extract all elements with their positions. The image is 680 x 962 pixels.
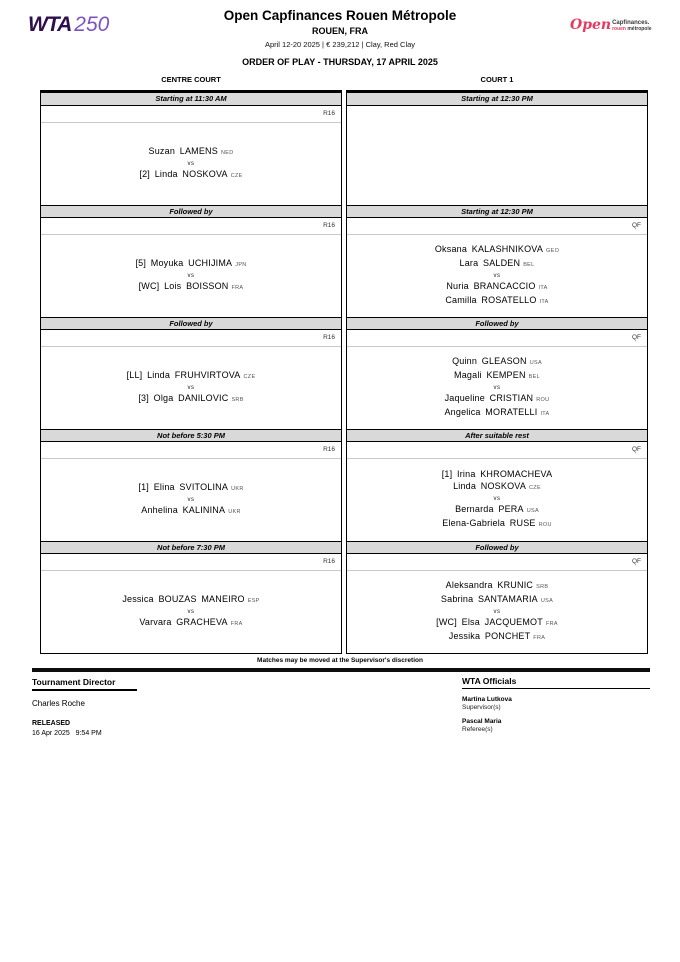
official-item — [462, 696, 650, 711]
player-name: Elena-Gabriela RUSE ROU — [442, 517, 552, 528]
match-block — [347, 317, 647, 429]
player-country-code: SRB — [231, 397, 244, 403]
match-block — [41, 205, 341, 317]
round-label: R16 — [41, 218, 341, 235]
player-country-code: NED — [220, 149, 234, 156]
official-item — [462, 718, 650, 733]
player-country-code: ITA — [539, 298, 549, 305]
vs-label: vs — [187, 497, 195, 503]
player-country-code: USA — [526, 508, 539, 514]
player-name: [1] Elina SVITOLINA UKR — [138, 481, 244, 492]
official-role: Referee(s) — [462, 726, 493, 733]
player-country-code: USA — [540, 597, 554, 604]
player-country-code: BEL — [523, 261, 535, 268]
match-block — [347, 93, 647, 205]
vs-label: vs — [493, 385, 501, 391]
match-body — [41, 554, 341, 653]
player-name: Oksana KALASHNIKOVA GEO — [434, 244, 560, 254]
player-country-code: UKR — [231, 485, 244, 492]
released-datetime: 16 Apr 2025 9:54 PM — [32, 730, 102, 737]
match-players — [41, 571, 341, 653]
match-body — [347, 106, 647, 205]
wta-officials-label: WTA Officials — [462, 672, 650, 689]
round-label: QF — [347, 218, 647, 235]
court-schedule-table — [346, 90, 648, 654]
player-name: [WC] Elsa JACQUEMOT FRA — [436, 617, 558, 627]
player-name: Varvara GRACHEVA FRA — [139, 617, 243, 627]
player-country-code: FRA — [230, 621, 243, 627]
player-name: Sabrina SANTAMARIA USA — [440, 593, 554, 604]
match-block — [347, 429, 647, 541]
player-country-code: GEO — [546, 248, 560, 254]
tournament-director-section — [32, 672, 332, 737]
player-name: Quinn GLEASON USA — [452, 356, 542, 366]
wta-officials-section — [462, 672, 650, 737]
sponsor-capfinances-text: Capfinances. — [612, 20, 650, 26]
court-name: CENTRE COURT — [161, 75, 221, 84]
player-name: [LL] Linda FRUHVIRTOVA CZE — [126, 369, 256, 380]
match-time-header: Starting at 11:30 AM — [41, 93, 341, 106]
match-body — [41, 442, 341, 541]
tournament-title: Open Capfinances Rouen Métropole — [223, 8, 457, 23]
match-players — [347, 347, 647, 429]
match-body — [41, 106, 341, 205]
tournament-details: April 12-20 2025 | € 239,212 | Clay, Red Clay — [264, 40, 416, 49]
supervisor-note: Matches may be moved at the Supervisor's discretion — [257, 657, 423, 664]
match-body — [347, 218, 647, 317]
match-players — [347, 235, 647, 317]
match-time-header: Followed by — [347, 541, 647, 554]
footer — [32, 672, 650, 737]
player-country-code: ROU — [538, 521, 552, 528]
tournament-director-name: Charles Roche — [32, 699, 85, 708]
tournament-director-label: Tournament Director — [32, 673, 137, 691]
round-label: QF — [347, 554, 647, 571]
player-name: Camilla ROSATELLO ITA — [445, 294, 549, 305]
match-players — [41, 347, 341, 429]
vs-label: vs — [187, 161, 195, 167]
player-country-code: FRA — [533, 634, 546, 641]
court-column — [346, 75, 648, 654]
match-body — [347, 554, 647, 653]
player-name: Anhelina KALININA UKR — [141, 505, 241, 515]
player-country-code: USA — [529, 360, 542, 366]
vs-label: vs — [493, 273, 501, 279]
player-country-code: FRA — [231, 285, 244, 291]
player-name: Jessica BOUZAS MANEIRO ESP — [122, 593, 260, 604]
player-country-code: ITA — [538, 285, 548, 291]
match-block — [347, 205, 647, 317]
match-players — [41, 123, 341, 205]
tournament-title-block — [140, 8, 540, 49]
vs-label: vs — [187, 385, 195, 391]
match-block — [41, 317, 341, 429]
official-name: Pascal Maria — [462, 718, 502, 725]
officials-list — [462, 696, 650, 733]
player-country-code: BEL — [528, 373, 540, 380]
match-block — [41, 93, 341, 205]
match-time-header: Starting at 12:30 PM — [347, 93, 647, 106]
round-label: R16 — [41, 554, 341, 571]
official-name: Martina Lutkova — [462, 696, 512, 703]
wta-logo-tier: 250 — [74, 13, 110, 36]
player-country-code: SRB — [536, 584, 549, 590]
match-body — [41, 218, 341, 317]
player-country-code: ESP — [247, 597, 260, 604]
sponsor-metropole-text: métropole — [627, 26, 652, 32]
round-label: QF — [347, 442, 647, 459]
match-time-header: Starting at 12:30 PM — [347, 205, 647, 218]
match-time-header: After suitable rest — [347, 429, 647, 442]
match-body — [41, 330, 341, 429]
match-time-header: Followed by — [347, 317, 647, 330]
player-name: [5] Moyuka UCHIJIMA JPN — [135, 257, 247, 268]
match-block — [347, 541, 647, 653]
match-block — [41, 429, 341, 541]
tournament-location: ROUEN, FRA — [312, 26, 368, 36]
player-name: [WC] Lois BOISSON FRA — [138, 281, 244, 291]
player-country-code: CZE — [529, 484, 541, 491]
court-schedule-table — [40, 90, 342, 654]
player-country-code: ROU — [536, 397, 550, 403]
player-name: Suzan LAMENS NED — [148, 145, 234, 156]
player-name: Magali KEMPEN BEL — [454, 369, 540, 380]
player-country-code: FRA — [545, 621, 558, 627]
vs-label: vs — [187, 609, 195, 615]
court-name: COURT 1 — [480, 75, 514, 84]
match-time-header: Not before 5:30 PM — [41, 429, 341, 442]
match-body — [347, 330, 647, 429]
player-name: Angelica MORATELLI ITA — [444, 406, 550, 417]
match-time-header: Not before 7:30 PM — [41, 541, 341, 554]
official-role: Supervisor(s) — [462, 704, 501, 711]
player-country-code: CZE — [230, 173, 243, 179]
vs-label: vs — [493, 496, 501, 502]
order-of-play-title: ORDER OF PLAY - THURSDAY, 17 APRIL 2025 — [242, 57, 438, 67]
player-name: [1] Irina KHROMACHEVA — [441, 469, 553, 479]
vs-label: vs — [187, 273, 195, 279]
round-label: R16 — [41, 106, 341, 123]
sponsor-rouen-text: rouen — [612, 26, 626, 32]
round-label: R16 — [41, 330, 341, 347]
player-name: Lara SALDEN BEL — [459, 257, 535, 268]
wta-logo-text: WTA — [28, 13, 72, 36]
player-country-code: ITA — [540, 410, 550, 417]
player-name: [2] Linda NOSKOVA CZE — [139, 169, 243, 179]
match-time-header: Followed by — [41, 317, 341, 330]
player-name: Jaqueline CRISTIAN ROU — [444, 393, 550, 403]
round-label: QF — [347, 330, 647, 347]
player-name: Linda NOSKOVA CZE — [453, 480, 541, 491]
player-name: Nuria BRANCACCIO ITA — [446, 281, 548, 291]
match-players — [347, 459, 647, 541]
sponsor-logo — [570, 18, 662, 32]
player-name: Bernarda PERA USA — [455, 504, 539, 514]
player-country-code: UKR — [228, 509, 241, 515]
vs-label: vs — [493, 609, 501, 615]
match-players — [347, 571, 647, 653]
round-label: R16 — [41, 442, 341, 459]
player-country-code: CZE — [243, 373, 256, 380]
player-name: Aleksandra KRUNIC SRB — [445, 580, 549, 590]
player-name: Jessika PONCHET FRA — [448, 630, 546, 641]
sponsor-open-text: Open — [570, 17, 612, 33]
match-time-header: Followed by — [41, 205, 341, 218]
player-name: [3] Olga DANILOVIC SRB — [138, 393, 244, 403]
released-label: RELEASED — [32, 720, 71, 727]
match-players — [41, 459, 341, 541]
match-block — [41, 541, 341, 653]
match-players — [41, 235, 341, 317]
courts-row — [40, 75, 648, 654]
player-country-code: JPN — [235, 261, 247, 268]
court-column — [40, 75, 342, 654]
match-body — [347, 442, 647, 541]
wta-250-logo — [28, 13, 109, 37]
